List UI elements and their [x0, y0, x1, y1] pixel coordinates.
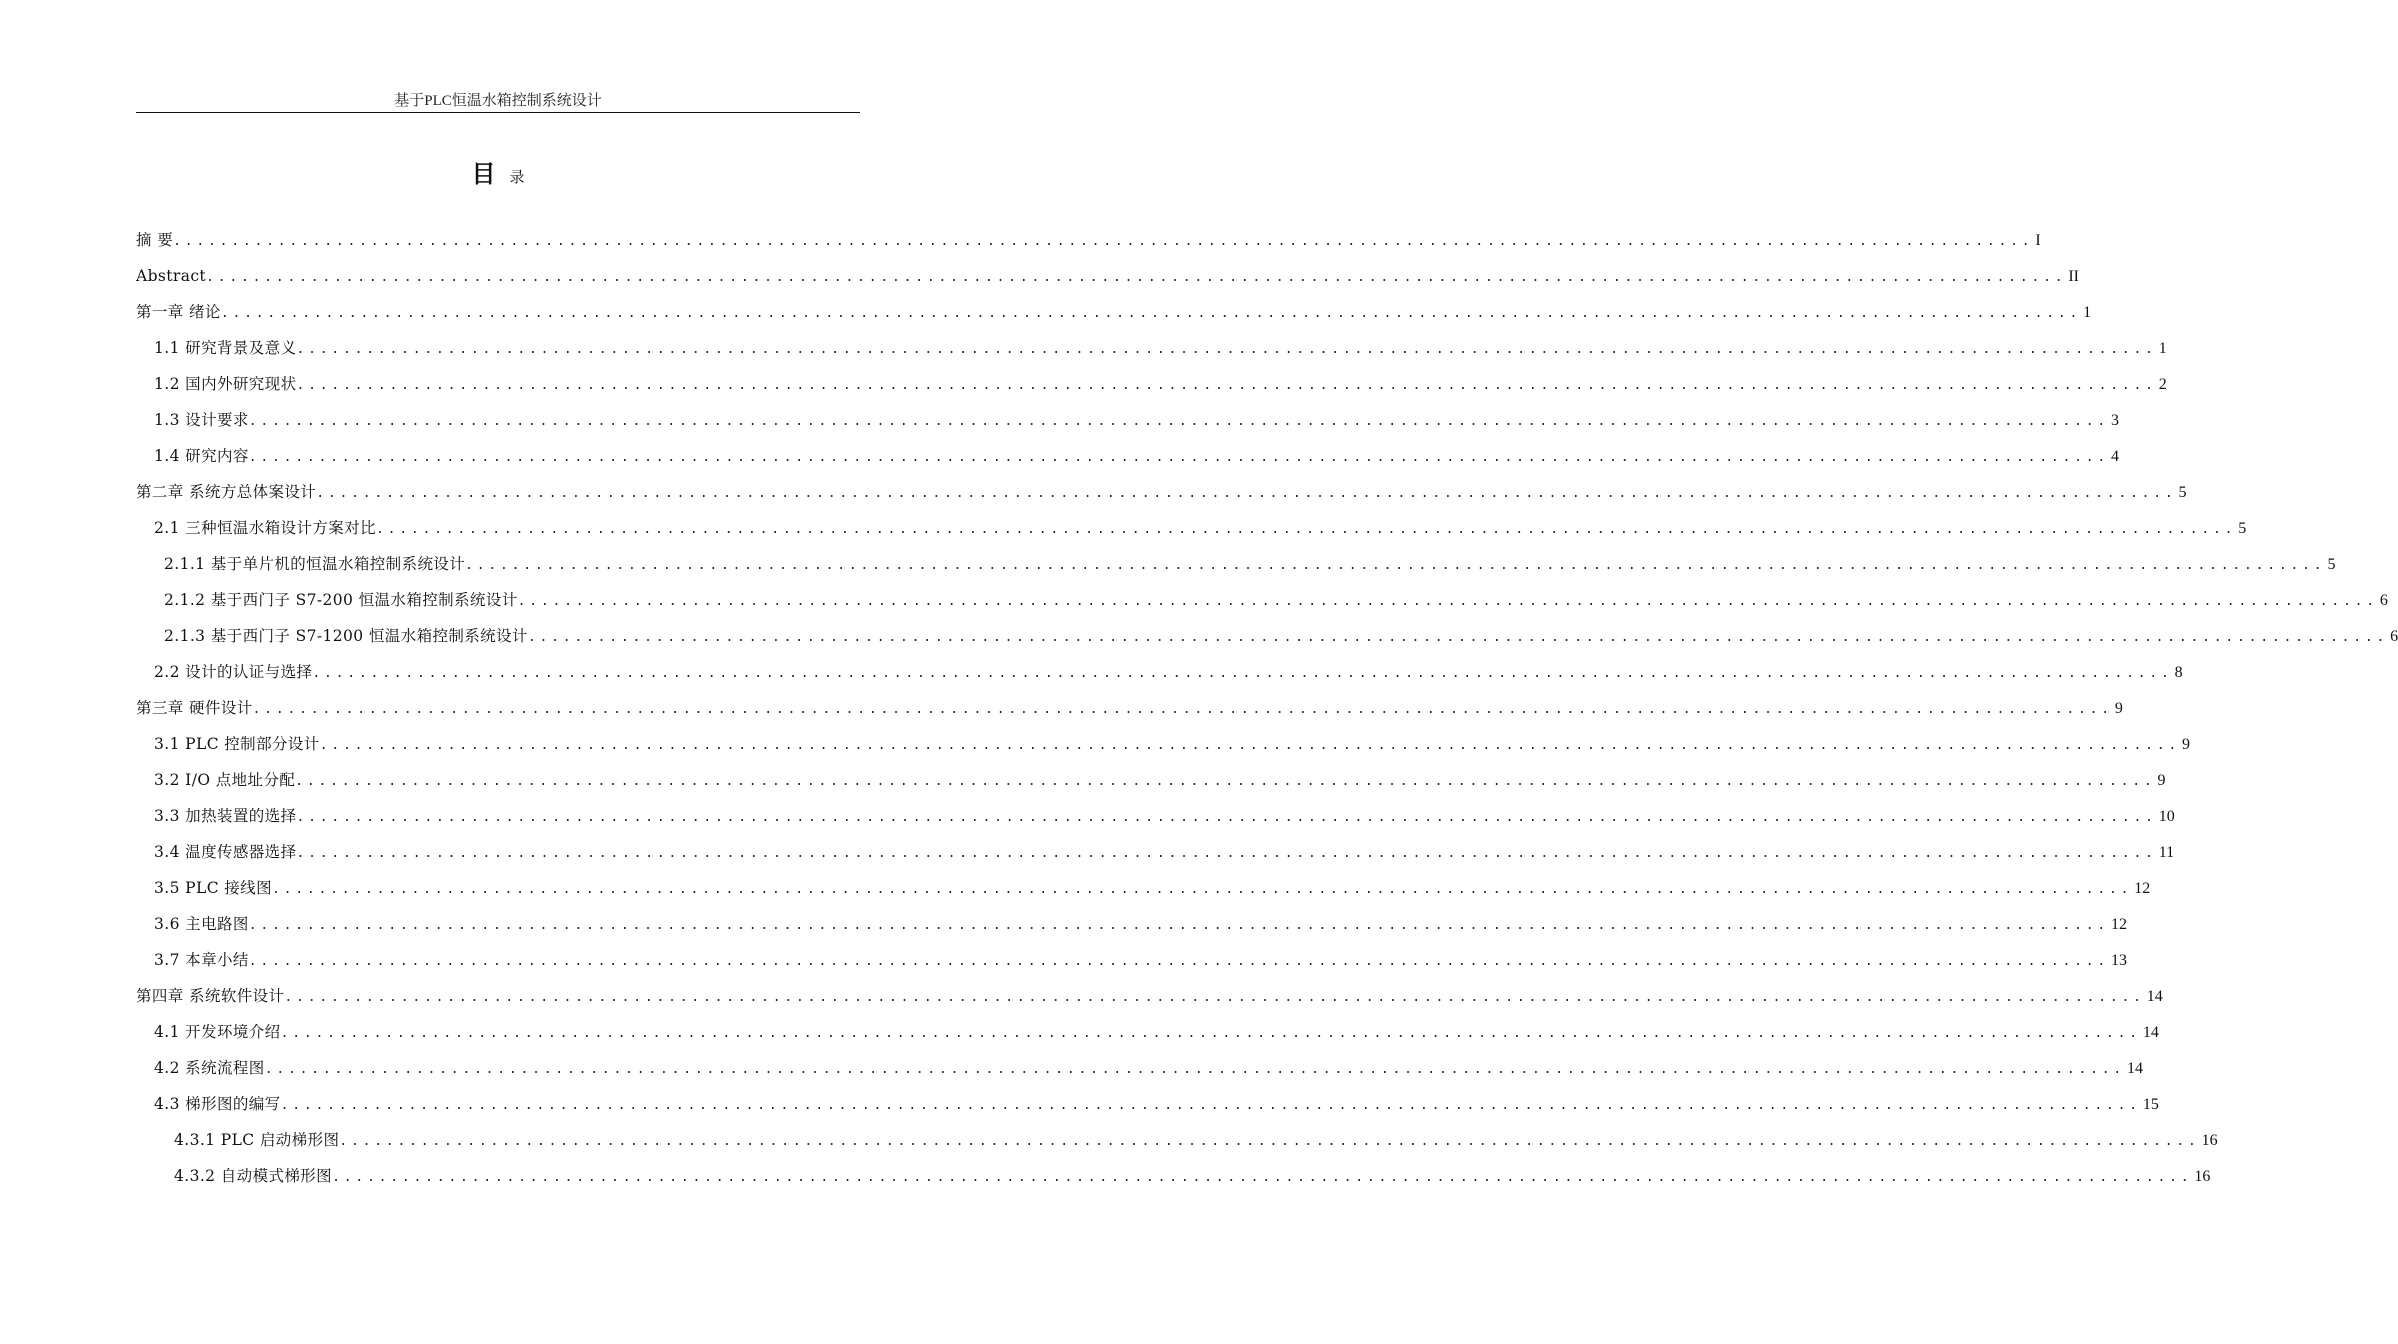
toc-entry-abstract-en[interactable]: [136, 264, 2079, 288]
toc-entry-label: 4.3.2 自动模式梯形图: [174, 1167, 333, 1185]
toc-entry-label: 第二章 系统方总体案设计: [136, 483, 317, 501]
toc-entry-label: 3.6 主电路图: [154, 915, 249, 933]
toc-entry-page: 10: [2158, 808, 2175, 825]
toc-leader-dots: ................................................................................................................................................................: [316, 486, 2177, 501]
toc-entry-page: II: [2068, 268, 2079, 285]
toc-leader-dots: ................................................................................................................................................................: [517, 594, 2378, 609]
toc-entry-4-3-1[interactable]: [136, 1128, 2218, 1152]
toc-entry-label: 2.1.2 基于西门子 S7-200 恒温水箱控制系统设计: [164, 591, 518, 609]
toc-entry-chapter-1[interactable]: [136, 300, 2092, 324]
toc-entry-page: 2: [2158, 376, 2167, 393]
toc-entry-2-1-1[interactable]: [136, 552, 2336, 576]
toc-entry-chapter-2[interactable]: [136, 480, 2187, 504]
toc-leader-dots: ................................................................................................................................................................: [295, 774, 2156, 789]
toc-leader-dots: ................................................................................................................................................................: [173, 234, 2034, 249]
toc-entry-4-2[interactable]: [136, 1056, 2143, 1080]
toc-entry-page: 9: [2114, 700, 2123, 717]
toc-entry-4-3[interactable]: [136, 1092, 2159, 1116]
toc-entry-label: 4.3 梯形图的编写: [154, 1095, 281, 1113]
toc-entry-label: 第一章 绪论: [136, 303, 221, 321]
toc-entry-1-1[interactable]: [136, 336, 2167, 360]
toc-entry-page: 16: [2194, 1168, 2211, 1185]
toc-title-main: 目: [471, 160, 496, 188]
toc-entry-page: 12: [2111, 916, 2128, 933]
toc-leader-dots: ................................................................................................................................................................: [296, 810, 2157, 825]
toc-entry-label: 3.2 I/O 点地址分配: [154, 771, 296, 789]
toc-entry-page: 16: [2201, 1132, 2218, 1149]
toc-leader-dots: ................................................................................................................................................................: [339, 1134, 2200, 1149]
toc-title-sub: 录: [509, 168, 525, 186]
toc-entry-1-3[interactable]: [136, 408, 2120, 432]
toc-entry-label: 1.2 国内外研究现状: [154, 375, 297, 393]
toc-entry-label: 第三章 硬件设计: [136, 699, 253, 717]
toc-entry-page: 4: [2111, 448, 2120, 465]
toc-entry-2-1[interactable]: [136, 516, 2247, 540]
toc-leader-dots: ................................................................................................................................................................: [312, 666, 2173, 681]
toc-entry-1-4[interactable]: [136, 444, 2120, 468]
toc-entry-3-2[interactable]: [136, 768, 2166, 792]
toc-entry-label: 3.3 加热装置的选择: [154, 807, 297, 825]
toc-leader-dots: ................................................................................................................................................................: [465, 558, 2326, 573]
toc-leader-dots: ................................................................................................................................................................: [527, 630, 2389, 645]
toc-leader-dots: ................................................................................................................................................................: [296, 378, 2157, 393]
toc-entry-3-7[interactable]: [136, 948, 2128, 972]
running-header: 基于PLC恒温水箱控制系统设计: [394, 93, 602, 109]
toc-entry-3-1[interactable]: [136, 732, 2190, 756]
toc-entry-page: 14: [2126, 1060, 2143, 1077]
toc-entry-label: 3.7 本章小结: [154, 951, 249, 969]
toc-leader-dots: ................................................................................................................................................................: [296, 846, 2157, 861]
toc-entry-label: 3.5 PLC 接线图: [154, 879, 272, 897]
toc-entry-2-2[interactable]: [136, 660, 2183, 684]
toc-entry-page: 9: [2157, 772, 2166, 789]
toc-entry-page: 8: [2174, 664, 2183, 681]
toc-leader-dots: ................................................................................................................................................................: [248, 414, 2110, 429]
toc-entry-2-1-3[interactable]: [136, 624, 2398, 648]
toc-entry-label: 4.2 系统流程图: [154, 1059, 265, 1077]
toc-entry-label: 1.4 研究内容: [154, 447, 249, 465]
toc-entry-label: 第四章 系统软件设计: [136, 987, 285, 1005]
toc-entry-label: 1.1 研究背景及意义: [154, 339, 297, 357]
toc-leader-dots: ................................................................................................................................................................: [264, 1062, 2125, 1077]
toc-entry-page: 14: [2146, 988, 2163, 1005]
toc-entry-page: 6: [2390, 628, 2398, 645]
toc-entry-chapter-3[interactable]: [136, 696, 2123, 720]
toc-entry-label: 摘 要: [136, 231, 174, 249]
toc-leader-dots: ................................................................................................................................................................: [220, 306, 2082, 321]
toc-entry-page: 3: [2111, 412, 2120, 429]
toc-entry-label: 3.1 PLC 控制部分设计: [154, 735, 320, 753]
toc-entry-page: 5: [2238, 520, 2247, 537]
toc-entry-page: 1: [2083, 304, 2092, 321]
toc-leader-dots: ................................................................................................................................................................: [375, 522, 2237, 537]
toc-leader-dots: ................................................................................................................................................................: [248, 954, 2110, 969]
toc-entry-page: 11: [2158, 844, 2175, 861]
toc-leader-dots: ................................................................................................................................................................: [206, 270, 2067, 285]
toc-entry-label: 2.1.1 基于单片机的恒温水箱控制系统设计: [164, 555, 466, 573]
toc-entry-label: 2.1 三种恒温水箱设计方案对比: [154, 519, 376, 537]
toc-entry-page: 5: [2178, 484, 2187, 501]
toc-entry-page: 15: [2142, 1096, 2159, 1113]
toc-entry-page: 6: [2379, 592, 2388, 609]
toc-leader-dots: ................................................................................................................................................................: [296, 342, 2157, 357]
toc-entry-3-6[interactable]: [136, 912, 2128, 936]
toc-entry-label: 4.1 开发环境介绍: [154, 1023, 281, 1041]
toc-entry-page: 1: [2158, 340, 2167, 357]
toc-entry-4-1[interactable]: [136, 1020, 2159, 1044]
toc-entry-label: 2.2 设计的认证与选择: [154, 663, 313, 681]
toc-entry-label: 4.3.1 PLC 启动梯形图: [174, 1131, 340, 1149]
header-rule: [136, 112, 860, 113]
toc-leader-dots: ................................................................................................................................................................: [319, 738, 2180, 753]
toc-title: [136, 158, 860, 193]
toc-entry-label: 1.3 设计要求: [154, 411, 249, 429]
toc-leader-dots: ................................................................................................................................................................: [280, 1026, 2141, 1041]
toc-entry-label: 2.1.3 基于西门子 S7-1200 恒温水箱控制系统设计: [164, 627, 528, 645]
toc-leader-dots: ................................................................................................................................................................: [252, 702, 2113, 717]
toc-entry-4-3-2[interactable]: [136, 1164, 2211, 1188]
toc-entry-abstract-cn[interactable]: [136, 228, 2041, 252]
toc-entry-chapter-4[interactable]: [136, 984, 2163, 1008]
toc-entry-label: 3.4 温度传感器选择: [154, 843, 297, 861]
toc-leader-dots: ................................................................................................................................................................: [248, 918, 2110, 933]
toc-entry-3-4[interactable]: [136, 840, 2175, 864]
toc-leader-dots: ................................................................................................................................................................: [284, 990, 2145, 1005]
toc-entry-2-1-2[interactable]: [136, 588, 2388, 612]
toc-leader-dots: ................................................................................................................................................................: [248, 450, 2110, 465]
toc-leader-dots: ................................................................................................................................................................: [272, 882, 2133, 897]
toc-leader-dots: ................................................................................................................................................................: [332, 1170, 2193, 1185]
toc-entry-page: 9: [2181, 736, 2190, 753]
toc-entry-3-3[interactable]: [136, 804, 2175, 828]
toc-entry-page: 5: [2327, 556, 2336, 573]
toc-entry-1-2[interactable]: [136, 372, 2167, 396]
toc-entry-page: 13: [2111, 952, 2128, 969]
toc-leader-dots: ................................................................................................................................................................: [280, 1098, 2141, 1113]
toc-entry-page: 14: [2142, 1024, 2159, 1041]
toc-entry-page: 12: [2134, 880, 2151, 897]
toc-entry-3-5[interactable]: [136, 876, 2151, 900]
toc-entry-label: Abstract: [136, 267, 207, 285]
toc-entry-page: I: [2035, 232, 2041, 249]
